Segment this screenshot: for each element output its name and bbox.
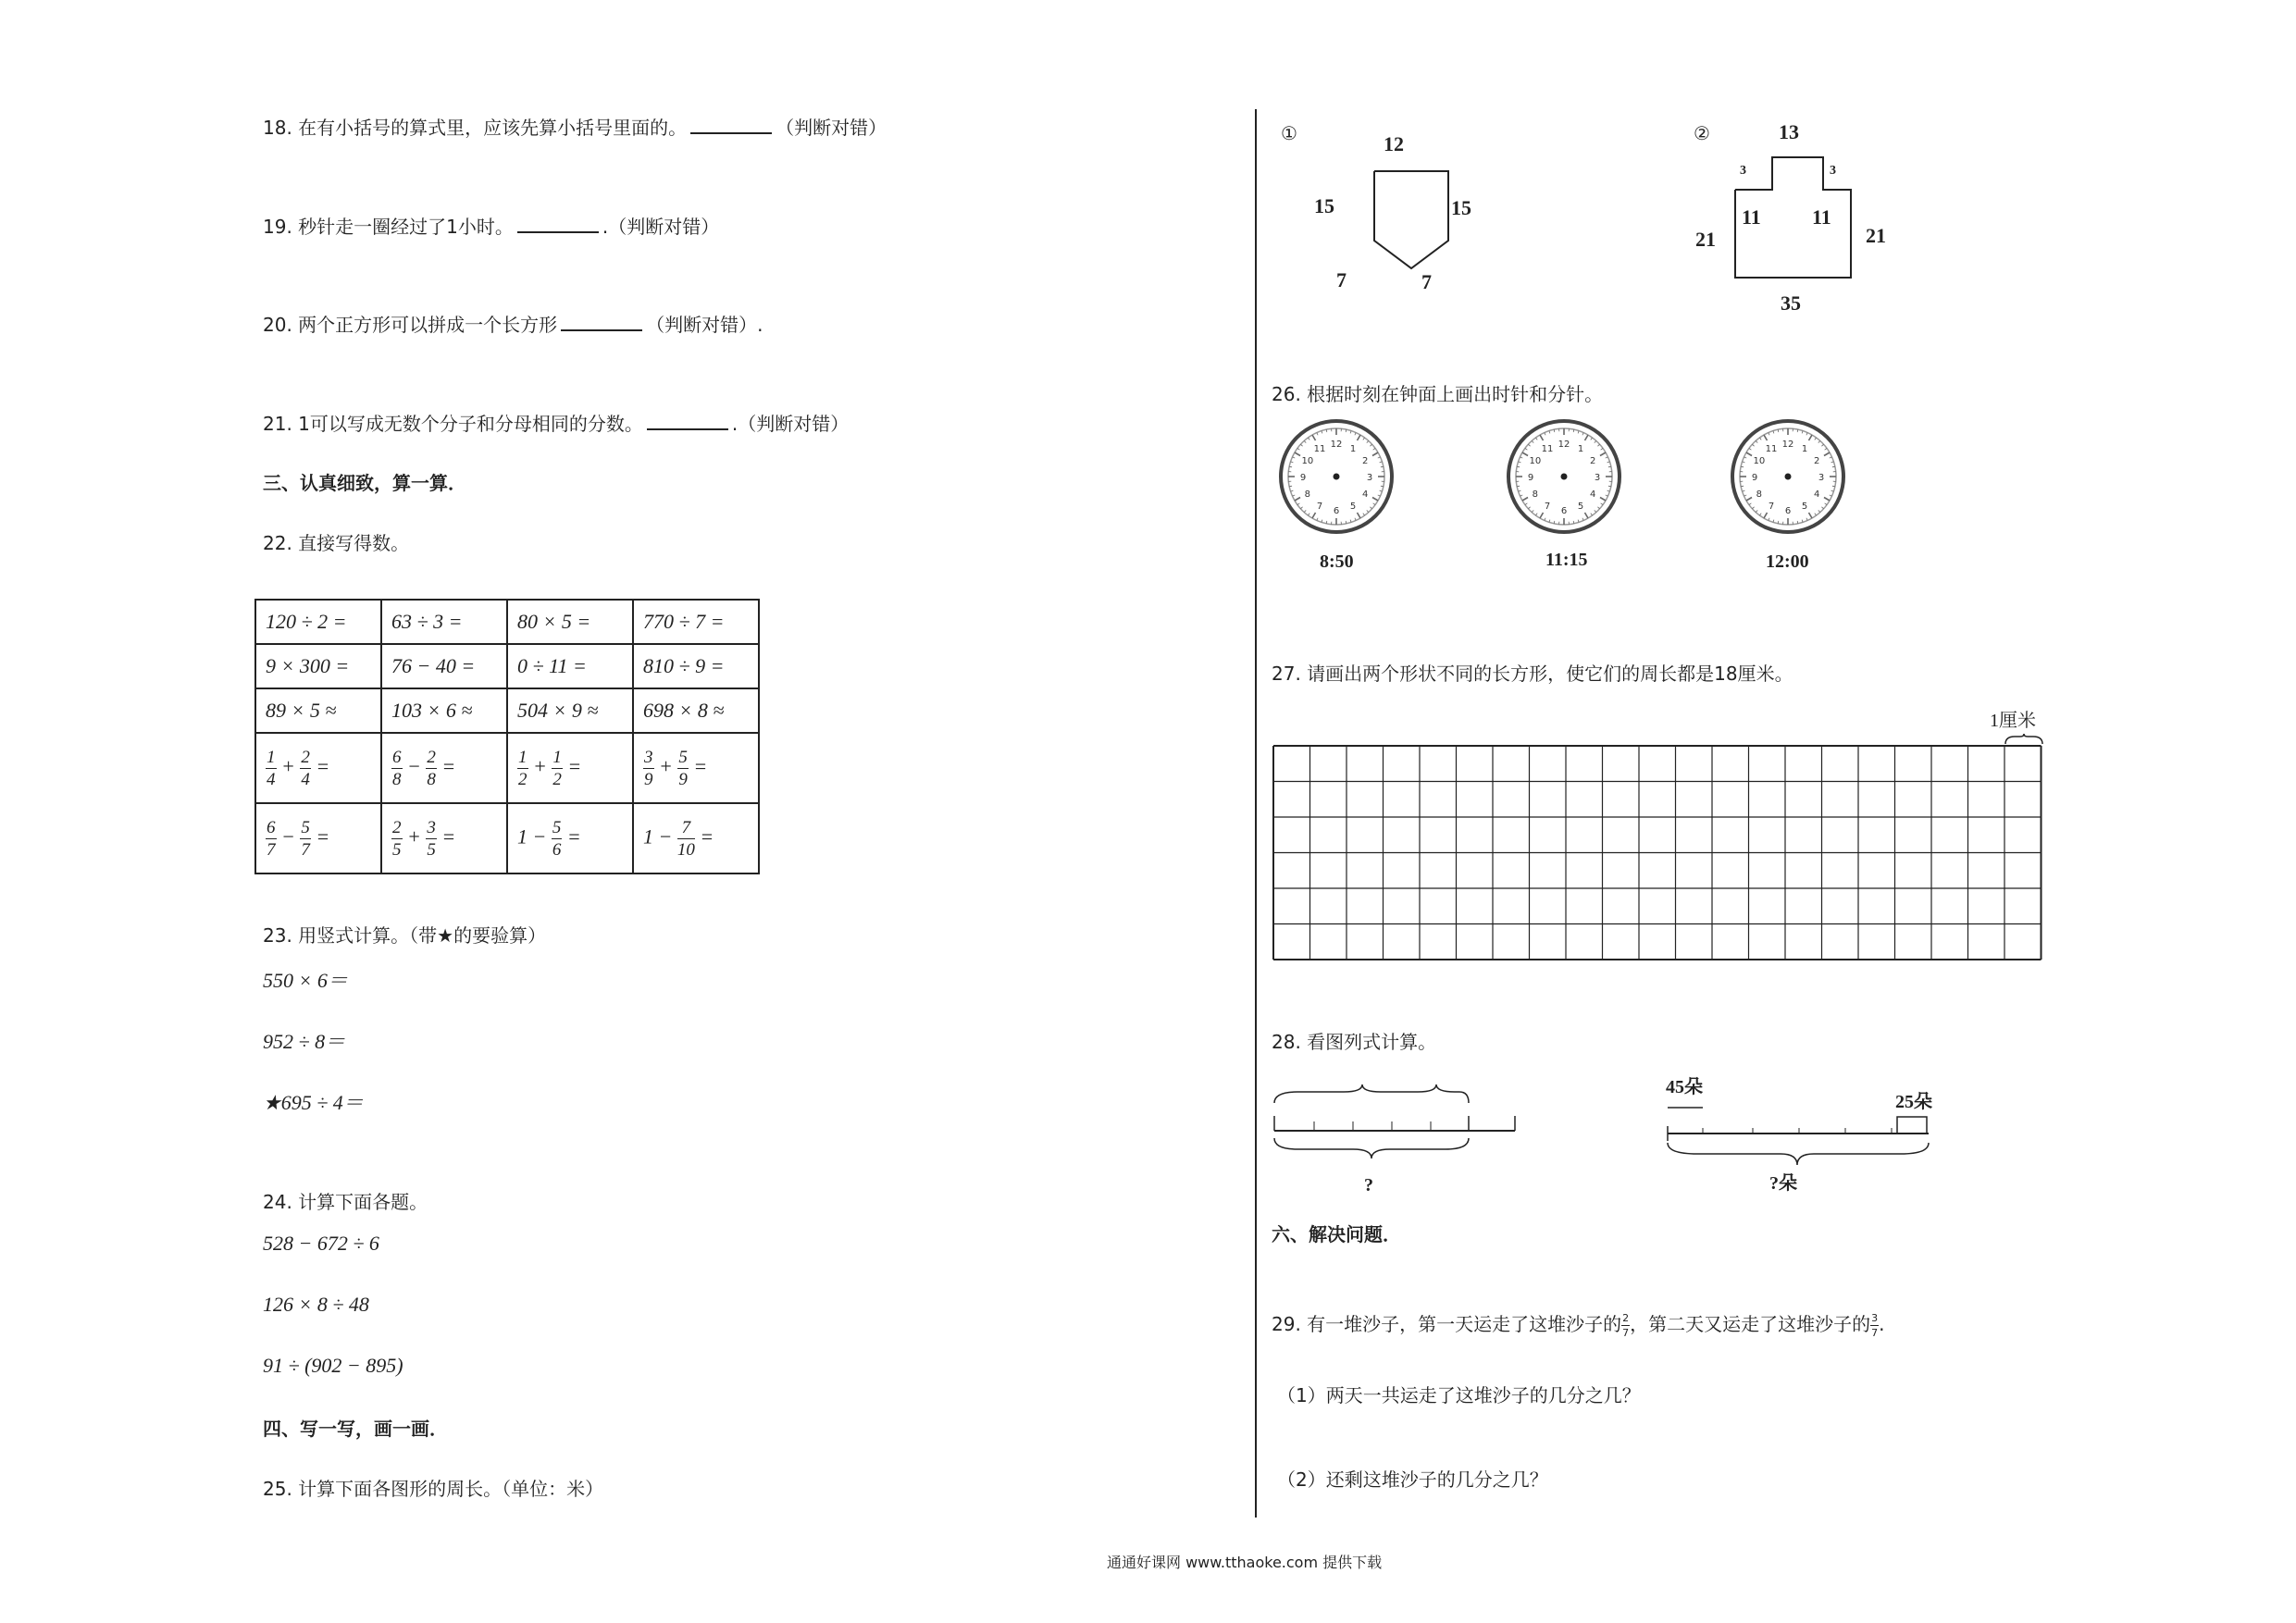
table-cell-fraction: $\frac{1}{2}$ + $\frac{1}{2}$ =: [507, 733, 633, 803]
question-23: 23. 用竖式计算。（带★的要验算）: [263, 924, 547, 947]
vertical-calc-item: 952 ÷ 8＝: [263, 1030, 346, 1053]
table-cell-fraction: $\frac{6}{8}$ − $\frac{2}{8}$ =: [381, 733, 507, 803]
mental-math-table: [254, 599, 760, 874]
question-25: 25. 计算下面各图形的周长。（单位：米）: [263, 1478, 604, 1500]
table-cell: 80 × 5 =: [507, 600, 633, 644]
vertical-calc-item: 550 × 6＝: [263, 969, 348, 992]
clock-number: 7: [1544, 502, 1551, 513]
clock-center-dot: [1785, 474, 1792, 480]
clock-number: 6: [1784, 506, 1792, 516]
segment-diagram-2: [1660, 1096, 1938, 1180]
clock-time-label: 12:00: [1766, 551, 1809, 572]
clock-number: 8: [1304, 489, 1311, 500]
table-cell: 103 × 6 ≈: [381, 688, 507, 733]
calc-item: 126 × 8 ÷ 48: [263, 1293, 369, 1316]
section-4-heading: 四、写一写，画一画．: [263, 1418, 448, 1440]
clock-number: 11: [1313, 443, 1326, 454]
figure-1-left-label: 15: [1314, 194, 1334, 217]
calc-item: 91 ÷ (902 − 895): [263, 1354, 403, 1377]
table-cell: 698 × 8 ≈: [633, 688, 759, 733]
question-19: 19. 秒针走一圈经过了1小时。 .（判断对错）: [263, 216, 720, 238]
figure-2-right-label: 21: [1866, 224, 1886, 247]
question-27: 27. 请画出两个形状不同的长方形，使它们的周长都是18厘米。: [1272, 663, 1793, 685]
question-29-part-2: （2）还剩这堆沙子的几分之几？: [1277, 1468, 1548, 1491]
clock-number: 8: [1532, 489, 1539, 500]
figure-2-inner-left-label: 11: [1742, 205, 1761, 229]
table-cell: 120 ÷ 2 =: [255, 600, 381, 644]
clock-face[interactable]: [1276, 416, 1396, 537]
clock-number: 6: [1560, 506, 1568, 516]
figure-2-bottom-label: 35: [1781, 291, 1801, 315]
clock-face[interactable]: [1728, 416, 1848, 537]
drawing-grid[interactable]: [1272, 744, 2047, 966]
clock-number: 9: [1527, 473, 1534, 483]
fraction: $\frac{2}{7}$: [1622, 1312, 1630, 1339]
clock-number: 9: [1751, 473, 1758, 483]
figure-2-notch-right-label: 3: [1830, 164, 1836, 178]
clock-number: 1: [1801, 443, 1808, 454]
table-cell: 770 ÷ 7 =: [633, 600, 759, 644]
shield-shape-figure: [1370, 167, 1453, 273]
section-3-heading: 三、认真细致，算一算．: [263, 472, 466, 494]
question-28: 28. 看图列式计算。: [1272, 1031, 1437, 1053]
clock-number: 10: [1529, 456, 1542, 466]
figure-1-marker: ①: [1281, 122, 1297, 144]
footer-credit: 通通好课网 www.tthaoke.com 提供下载: [1107, 1554, 1383, 1571]
question-22: 22. 直接写得数。: [263, 532, 410, 554]
clock-number: 9: [1299, 473, 1307, 483]
clock-center-dot: [1561, 474, 1568, 480]
clock-number: 2: [1813, 456, 1820, 466]
table-cell: 89 × 5 ≈: [255, 688, 381, 733]
clock-center-dot: [1334, 474, 1340, 480]
table-cell-fraction: $\frac{6}{7}$ − $\frac{5}{7}$ =: [255, 803, 381, 873]
diagram-2-left-label: 45朵: [1666, 1077, 1703, 1097]
question-24: 24. 计算下面各题。: [263, 1191, 428, 1213]
figure-1-top-label: 12: [1384, 132, 1404, 155]
figure-2-inner-right-label: 11: [1812, 205, 1831, 229]
clock-face[interactable]: [1504, 416, 1624, 537]
table-cell: 63 ÷ 3 =: [381, 600, 507, 644]
clock-number: 12: [1558, 440, 1570, 450]
table-cell-fraction: $\frac{1}{4}$ + $\frac{2}{4}$ =: [255, 733, 381, 803]
table-cell: 76 − 40 =: [381, 644, 507, 688]
clock-number: 3: [1366, 473, 1373, 483]
figure-1-bottom-left-label: 7: [1336, 268, 1347, 291]
clock-number: 5: [1577, 502, 1584, 513]
figure-1-bottom-right-label: 7: [1421, 270, 1432, 293]
clock-number: 10: [1301, 456, 1314, 466]
clock-time-label: 11:15: [1545, 550, 1588, 570]
answer-blank[interactable]: [517, 215, 599, 233]
clock-number: 2: [1361, 456, 1369, 466]
table-cell: 9 × 300 =: [255, 644, 381, 688]
answer-blank[interactable]: [561, 313, 642, 331]
clock-number: 2: [1589, 456, 1596, 466]
table-cell: 810 ÷ 9 =: [633, 644, 759, 688]
clock-number: 7: [1768, 502, 1775, 513]
clock-number: 5: [1801, 502, 1808, 513]
table-cell: 0 ÷ 11 =: [507, 644, 633, 688]
question-20: 20. 两个正方形可以拼成一个长方形 （判断对错）.: [263, 314, 763, 336]
fraction: $\frac{3}{7}$: [1871, 1312, 1879, 1339]
clock-number: 10: [1753, 456, 1766, 466]
clock-number: 1: [1577, 443, 1584, 454]
answer-blank[interactable]: [647, 412, 728, 430]
clock-number: 4: [1589, 489, 1596, 500]
clock-number: 11: [1765, 443, 1778, 454]
diagram-2-question: ?朵: [1769, 1173, 1797, 1194]
table-cell: 504 × 9 ≈: [507, 688, 633, 733]
grid-unit-label: 1厘米: [1990, 711, 2036, 731]
question-26: 26. 根据时刻在钟面上画出时针和分针。: [1272, 383, 1604, 405]
clock-number: 4: [1361, 489, 1369, 500]
clock-number: 8: [1756, 489, 1763, 500]
clock-number: 3: [1594, 473, 1601, 483]
question-21: 21. 1可以写成无数个分子和分母相同的分数。 .（判断对错）: [263, 413, 850, 435]
clock-number: 4: [1813, 489, 1820, 500]
clock-number: 12: [1330, 440, 1343, 450]
figure-2-notch-left-label: 3: [1740, 164, 1746, 178]
clock-number: 5: [1349, 502, 1357, 513]
figure-2-marker: ②: [1694, 122, 1710, 144]
answer-blank[interactable]: [690, 116, 772, 134]
figure-2-left-label: 21: [1695, 228, 1716, 251]
section-6-heading: 六、解决问题．: [1272, 1223, 1401, 1245]
clock-number: 12: [1781, 440, 1794, 450]
diagram-1-question: ?: [1364, 1175, 1373, 1196]
figure-1-right-label: 15: [1451, 196, 1471, 219]
table-cell-fraction: 1 − $\frac{7}{10}$ =: [633, 803, 759, 873]
question-29-part-1: （1）两天一共运走了这堆沙子的几分之几？: [1277, 1384, 1641, 1406]
vertical-calc-item: ★695 ÷ 4＝: [263, 1091, 364, 1114]
table-cell-fraction: 1 − $\frac{5}{6}$ =: [507, 803, 633, 873]
question-29: 29. 有一堆沙子，第一天运走了这堆沙子的 $\frac{2}{7}$ ，第二天又运走了这堆沙子的 $\frac{3}{7}$ .: [1272, 1312, 1885, 1339]
figure-2-top-label: 13: [1779, 120, 1799, 143]
table-cell-fraction: $\frac{2}{5}$ + $\frac{3}{5}$ =: [381, 803, 507, 873]
clock-number: 6: [1333, 506, 1340, 516]
question-18: 18. 在有小括号的算式里，应该先算小括号里面的。 （判断对错）: [263, 117, 887, 139]
column-divider: [1255, 109, 1257, 1518]
segment-diagram-1: [1270, 1083, 1520, 1171]
table-cell-fraction: $\frac{3}{9}$ + $\frac{5}{9}$ =: [633, 733, 759, 803]
clock-number: 7: [1316, 502, 1323, 513]
clock-time-label: 8:50: [1320, 551, 1354, 572]
clock-number: 3: [1818, 473, 1825, 483]
diagram-2-right-label: 25朵: [1895, 1092, 1932, 1112]
calc-item: 528 − 672 ÷ 6: [263, 1232, 379, 1255]
clock-number: 1: [1349, 443, 1357, 454]
clock-number: 11: [1541, 443, 1554, 454]
